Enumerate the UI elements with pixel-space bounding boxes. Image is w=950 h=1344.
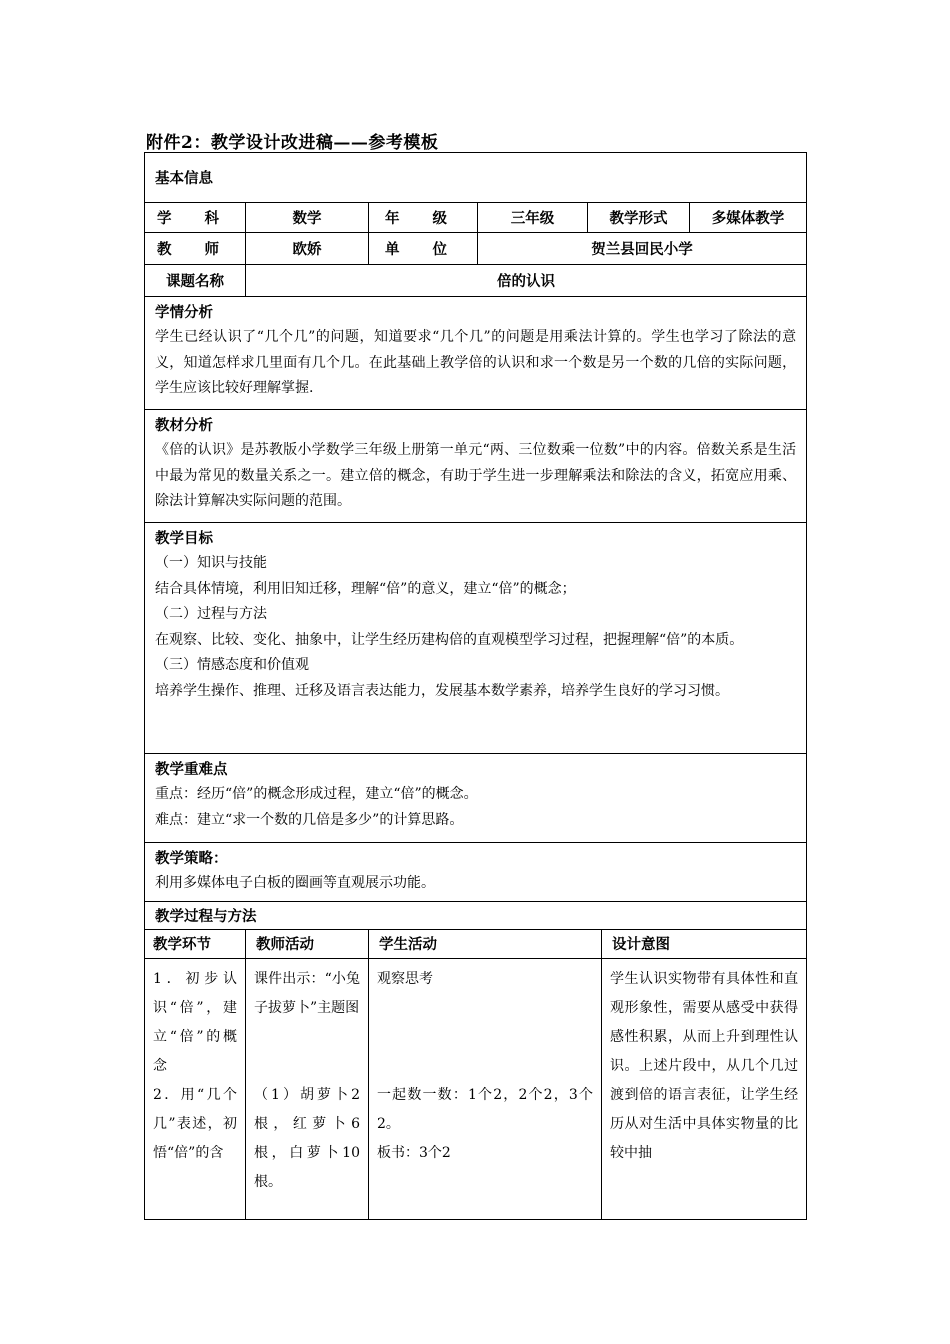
subject-label: 学 科 — [145, 203, 246, 233]
form-label: 教学形式 — [588, 203, 690, 233]
topic-label: 课题名称 — [145, 265, 246, 297]
grade-label: 年 级 — [369, 203, 478, 233]
material-analysis-text: 《倍的认识》是苏教版小学数学三年级上册第一单元“两、三位数乘一位数”中的内容。倍数关系是生活中最为常见的数量关系之一。建立倍的概念，有助于学生进一步理解乘法和除法的含义，拓宽应用乘、除法计算解决实际问题的范围。 — [155, 442, 797, 509]
process-col-student: 学生活动 — [369, 929, 602, 958]
process-heading: 教学过程与方法 — [145, 901, 807, 929]
objective-line: 培养学生操作、推理、迁移及语言表达能力，发展基本数学素养，培养学生良好的学习习惯。 — [155, 682, 729, 699]
strategy-section — [145, 843, 807, 902]
basic-info-heading: 基本信息 — [145, 153, 807, 203]
objectives-section — [145, 523, 807, 754]
process-col-intent: 设计意图 — [602, 929, 807, 958]
key-points-heading: 教学重难点 — [155, 761, 228, 778]
key-points-section — [145, 754, 807, 843]
material-analysis-section — [145, 410, 807, 523]
strategy-text: 利用多媒体电子白板的圈画等直观展示功能。 — [155, 875, 435, 891]
design-intent-text: 学生认识实物带有具体性和直观形象性，需要从感受中获得感性积累，从而上升到理性认识。上述片段中，从几个几过渡到倍的语言表征，让学生经历从对生活中具体实物量的比较中抽 — [610, 970, 799, 1161]
objectives-heading: 教学目标 — [155, 530, 213, 547]
objective-line: （二）过程与方法 — [155, 606, 267, 622]
student-activity-text: 观察思考 — [377, 970, 433, 987]
student-analysis-text: 学生已经认识了“几个几”的问题，知道要求“几个几”的问题是用乘法计算的。学生也学习了除法的意义，知道怎样求几里面有几个几。在此基础上教学倍的认识和求一个数是另一个数的几倍的实际问题，学生应该比较好理解掌握. — [155, 329, 797, 396]
key-point-line: 难点：建立“求一个数的几倍是多少”的计算思路。 — [155, 811, 464, 828]
subject-value: 数学 — [246, 203, 369, 233]
unit-label: 单 位 — [369, 233, 478, 265]
objective-line: 在观察、比较、变化、抽象中，让学生经历建构倍的直观模型学习过程，把握理解“倍”的本质。 — [155, 631, 744, 648]
student-activity-text: 一起数一数：1个2，2个2，3个2。 — [377, 1086, 593, 1132]
process-col-teacher: 教师活动 — [246, 929, 369, 958]
student-analysis-heading: 学情分析 — [155, 304, 213, 321]
student-analysis-section — [145, 297, 807, 410]
student-activity-cell — [369, 958, 602, 1219]
teacher-value: 欧娇 — [246, 233, 369, 265]
strategy-heading: 教学策略： — [155, 850, 228, 867]
teacher-label: 教 师 — [145, 233, 246, 265]
student-activity-text: 板书：3个2 — [377, 1144, 451, 1161]
material-analysis-heading: 教材分析 — [155, 417, 213, 434]
objective-line: 结合具体情境，利用旧知迁移，理解“倍”的意义，建立“倍”的概念； — [155, 580, 576, 597]
form-value: 多媒体教学 — [690, 203, 807, 233]
stage-cell — [145, 958, 246, 1219]
objective-line: （一）知识与技能 — [155, 555, 267, 571]
objective-line: （三）情感态度和价值观 — [155, 657, 309, 673]
stage-text: 1．初步认识“倍”，建立“倍”的概念 — [153, 970, 237, 1074]
teacher-activity-text: 课件出示：“小兔子拔萝卜”主题图 — [254, 970, 360, 1016]
lesson-plan-table — [144, 152, 807, 1220]
teacher-activity-text: （1）胡萝卜2根，红萝卜6根，白萝卜10根。 — [254, 1086, 360, 1190]
stage-text: 2．用“几个几”表述，初悟“倍”的含 — [153, 1086, 237, 1161]
key-point-line: 重点：经历“倍”的概念形成过程，建立“倍”的概念。 — [155, 786, 478, 802]
document-title: 附件2：教学设计改进稿——参考模板 — [146, 133, 439, 153]
teacher-activity-cell — [246, 958, 369, 1219]
topic-value: 倍的认识 — [246, 265, 807, 297]
unit-value: 贺兰县回民小学 — [478, 233, 807, 265]
grade-value: 三年级 — [478, 203, 588, 233]
design-intent-cell — [602, 958, 807, 1219]
process-col-stage: 教学环节 — [145, 929, 246, 958]
